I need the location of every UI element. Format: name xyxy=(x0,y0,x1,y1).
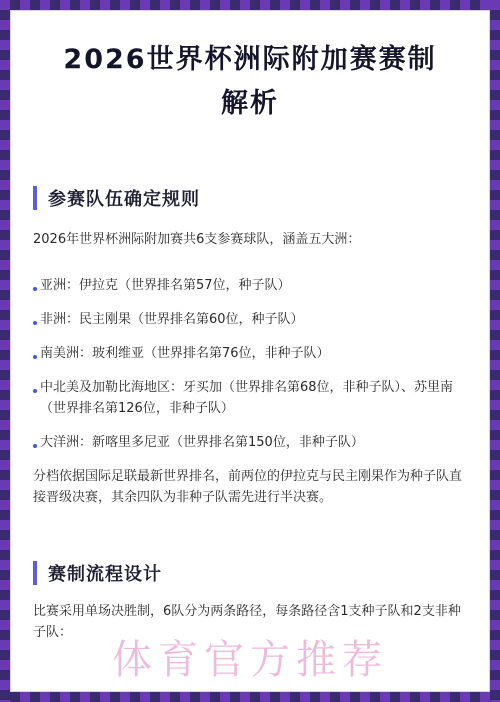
frame-top-border xyxy=(0,0,500,10)
page-title-line2: 解析 xyxy=(221,88,279,119)
section-heading-text: 赛制流程设计 xyxy=(48,564,162,585)
bullet-dot-icon xyxy=(33,444,37,448)
list-item-text: 非洲：民主刚果（世界排名第60位，种子队） xyxy=(40,312,304,327)
list-item xyxy=(33,343,473,364)
list-item xyxy=(33,432,473,453)
section1-note: 分档依据国际足联最新世界排名，前两位的伊拉克与民主刚果作为种子队直接晋级决赛，其余四队为非种子队需先进行半决赛。 xyxy=(33,469,463,505)
list-item-text: 中北美及加勒比海地区：牙买加（世界排名第68位，非种子队）、苏里南（世界排名第126位，非种子队） xyxy=(40,380,454,416)
frame-bottom-border xyxy=(0,692,500,702)
list-item xyxy=(33,275,473,296)
section-heading-text: 参赛队伍确定规则 xyxy=(48,189,200,210)
section1-intro: 2026年世界杯洲际附加赛共6支参赛球队，涵盖五大洲： xyxy=(33,232,361,247)
page-title xyxy=(20,38,480,126)
section2-intro: 比赛采用单场决胜制，6队分为两条路径，每条路径含1支种子队和2支非种子队： xyxy=(33,604,461,640)
bullet-dot-icon xyxy=(33,321,37,325)
watermark-text: 体育官方推荐 xyxy=(112,637,388,683)
frame-left-border xyxy=(0,0,10,702)
list-item-text: 大洋洲：新喀里多尼亚（世界排名第150位，非种子队） xyxy=(40,435,364,450)
list-item xyxy=(33,377,473,419)
section-heading-format xyxy=(33,560,162,586)
page-title-line1: 2026世界杯洲际附加赛赛制 xyxy=(63,44,437,75)
section-heading-teams xyxy=(33,185,200,211)
frame-right-border xyxy=(490,0,500,702)
bullet-dot-icon xyxy=(33,355,37,359)
list-item-text: 南美洲：玻利维亚（世界排名第76位，非种子队） xyxy=(40,346,330,361)
bullet-dot-icon xyxy=(33,287,37,291)
bullet-dot-icon xyxy=(33,389,37,393)
list-item-text: 亚洲：伊拉克（世界排名第57位，种子队） xyxy=(40,278,291,293)
section-accent-bar xyxy=(33,186,37,210)
section-accent-bar xyxy=(33,561,37,585)
list-item xyxy=(33,309,473,330)
